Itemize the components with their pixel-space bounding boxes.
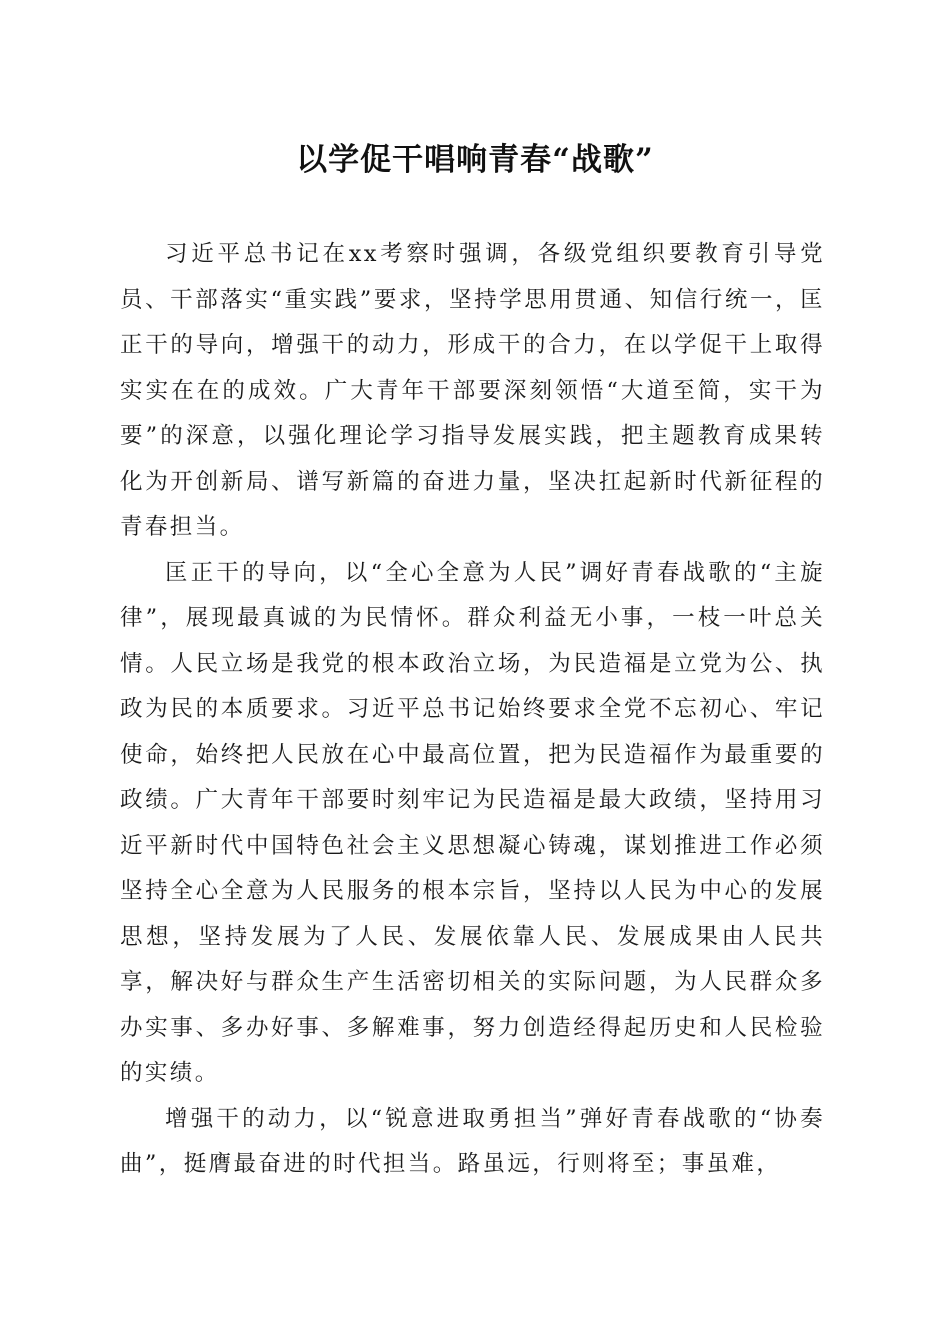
paragraph-1: 习近平总书记在xx考察时强调，各级党组织要教育引导党员、干部落实“重实践”要求，坚持学思用贯通、知信行统一，匡正干的导向，增强干的动力，形成干的合力，在以学促干上取得实实在在的成效。广大青年干部要深刻领悟“大道至简，实干为要”的深意，以强化理论学习指导发展实践，把主题教育成果转化为开创新局、谱写新篇的奋进力量，坚决扛起新时代新征程的青春担当。 bbox=[120, 241, 825, 540]
paragraph-3: 增强干的动力，以“锐意进取勇担当”弹好青春战歌的“协奏曲”，挺膺最奋进的时代担当。路虽远，行则将至；事虽难， bbox=[120, 1105, 825, 1177]
document-body bbox=[120, 232, 825, 1188]
paragraph-2: 匡正干的导向，以“全心全意为人民”调好青春战歌的“主旋律”，展现最真诚的为民情怀。群众利益无小事，一枝一叶总关情。人民立场是我党的根本政治立场，为民造福是立党为公、执政为民的本质要求。习近平总书记始终要求全党不忘初心、牢记使命，始终把人民放在心中最高位置，把为民造福作为最重要的政绩。广大青年干部要时刻牢记为民造福是最大政绩，坚持用习近平新时代中国特色社会主义思想凝心铸魂，谋划推进工作必须坚持全心全意为人民服务的根本宗旨，坚持以人民为中心的发展思想，坚持发展为了人民、发展依靠人民、发展成果由人民共享，解决好与群众生产生活密切相关的实际问题，为人民群众多办实事、多办好事、多解难事，努力创造经得起历史和人民检验的实绩。 bbox=[120, 559, 825, 1086]
document-title: 以学促干唱响青春“战歌” bbox=[296, 142, 654, 178]
